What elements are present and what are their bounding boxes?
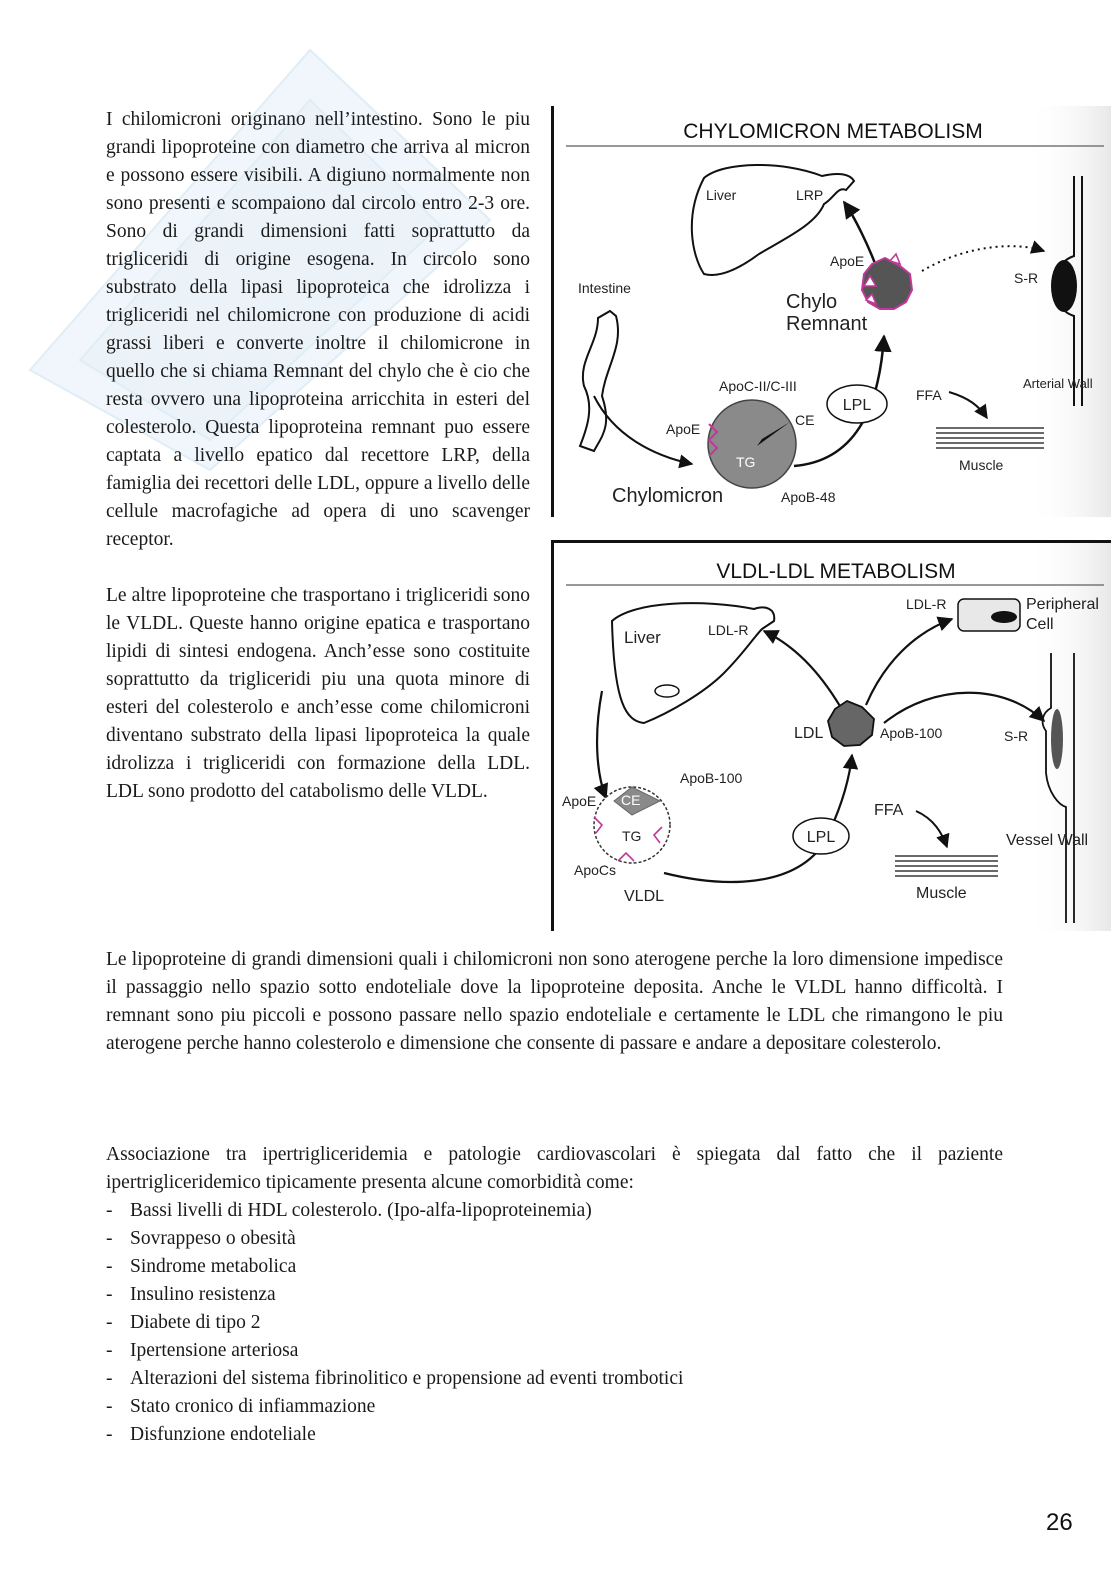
paragraph-comorbidities-intro: Associazione tra ipertrigliceridemia e patologie cardiovascolari è spiegata dal fatto che il paziente ipertrigliceridemico tipicamente presenta alcune comorbidità come: [106,1144,1003,1193]
fig1-apob48-label: ApoB-48 [781,489,836,505]
page-number: 26 [1046,1509,1073,1536]
fig1-lrp-label: LRP [796,187,824,203]
fig2-vessel-wall-label: Vessel Wall [1006,832,1089,849]
fig2-vldl-label: VLDL [624,888,665,905]
list-item: - Stato cronico di infiammazione [106,1393,1003,1421]
peripheral-cell-nucleus [991,611,1017,623]
fig1-liver-label: Liver [706,187,737,203]
paragraph-chylomicrons: I chilomicroni originano nell’intestino. Sono le piu grandi lipoproteine con diametro che arriva al micron e possono essere visibili. A digiuno normalmente non sono presenti e scompaiono dal circolo entro 2-3 ore. Sono di grandi dimensioni fatti soprattutto da trigliceridi di origine esogena. In circolo sono substrato della lipasi lipoproteica che idrolizza i trigliceridi nel chilomicrone con produzione di acidi grassi liberi e converte inoltre il chilomicrone in quello che si chiama Remnant del chylo che è cio che resta ovvero una lipoproteina arricchita in esteri del colesterolo. Questa lipoproteina remnant puo essere captata a livello epatico dal recettore LRP, della famiglia dei recettori delle LDL, oppure a livello delle cellule macrofagiche ad opera di uno scavenger receptor. [106,109,530,550]
left-text-column [106,106,530,834]
list-item: - Ipertensione arteriosa [106,1337,1003,1365]
list-item: - Sovrappeso o obesità [106,1225,1003,1253]
comorbidities-list [106,1197,1003,1449]
figure-chylomicron-metabolism [551,106,1111,517]
fig1-ce-label: CE [795,412,815,428]
list-item: - Sindrome metabolica [106,1253,1003,1281]
list-item: - Diabete di tipo 2 [106,1309,1003,1337]
fig2-apoe-label: ApoE [562,793,597,809]
list-item: - Insulino resistenza [106,1281,1003,1309]
fig2-cell-label: Cell [1026,616,1054,633]
fig2-ce-label: CE [621,792,641,808]
fig2-tg-label: TG [622,828,642,844]
fig1-apoe-left-label: ApoE [666,421,701,437]
fig2-peripheral-label: Peripheral [1026,596,1099,613]
fig2-ldlr-cell-label: LDL-R [906,596,947,612]
fig2-apob100-vldl-label: ApoB-100 [680,770,743,786]
fig1-chylomicron-label: Chylomicron [612,485,724,507]
fig1-lpl-label: LPL [842,397,872,414]
fig1-intestine-label: Intestine [578,280,631,296]
fig1-chylo-label: Chylo [786,291,838,313]
fig1-arterial-wall-label: Arterial Wall [1023,376,1093,391]
fig2-title: VLDL-LDL METABOLISM [716,560,956,583]
fig1-sr-label: S-R [1014,270,1039,286]
chylomicron-diagram [554,106,1111,517]
fig1-apoe-top-label: ApoE [830,253,865,269]
fig2-ffa-label: FFA [874,802,904,819]
vldl-ldl-diagram [554,543,1111,931]
fig1-muscle-label: Muscle [959,457,1004,473]
vessel-wall-cell [1051,709,1063,769]
fig2-liver-detail [655,685,679,697]
fig2-sr-label: S-R [1004,728,1029,744]
figure-vldl-ldl-metabolism [551,540,1111,931]
fig2-apocs-label: ApoCs [574,862,617,878]
paragraph-atherogenicity-block [106,946,1003,1058]
fig2-lpl-label: LPL [806,829,836,846]
fig1-ffa-label: FFA [916,387,942,403]
chylomicron-particle [708,400,796,488]
fig1-remnant-label: Remnant [786,313,868,335]
fig2-muscle-label: Muscle [916,885,967,902]
comorbidities-block [106,1141,1003,1449]
list-item: - Bassi livelli di HDL colesterolo. (Ipo-alfa-lipoproteinemia) [106,1197,1003,1225]
fig1-apoc-label: ApoC-II/C-III [719,378,797,394]
fig2-liver-label: Liver [624,628,661,647]
fig1-tg-label: TG [736,454,756,470]
list-item: - Alterazioni del sistema fibrinolitico e propensione ad eventi trombotici [106,1365,1003,1393]
fig2-ldl-label: LDL [794,725,824,742]
paragraph-vldl: Le altre lipoproteine che trasportano i trigliceridi sono le VLDL. Queste hanno origine epatica e trasportano lipidi di sintesi endogena. Anch’esse sono costituite soprattutto da trigliceridi piu una quota minore di esteri del colesterolo e anch’esse come chilomicroni diventano substrato della lipasi lipoproteica la quale idrolizza i trigliceridi con formazione della LDL. LDL sono prodotto del catabolismo delle VLDL. [106,585,530,802]
fig2-apob100-ldl-label: ApoB-100 [880,725,943,741]
fig1-title: CHYLOMICRON METABOLISM [683,120,983,143]
macrophage-cell [1051,260,1077,312]
list-item: - Disfunzione endoteliale [106,1421,1003,1449]
paragraph-atherogenicity: Le lipoproteine di grandi dimensioni quali i chilomicroni non sono aterogene perche la loro dimensione impedisce il passaggio nello spazio sotto endoteliale dove la lipoproteine deposita. Anche le VLDL hanno difficoltà. I remnant sono piu piccoli e possono passare nello spazio endoteliale e certamente le LDL che rimangono le piu aterogene perche hanno colesterolo e dimensione che consente di passare e andare a depositare colesterolo. [106,949,1003,1054]
fig2-ldlr-liver-label: LDL-R [708,622,749,638]
